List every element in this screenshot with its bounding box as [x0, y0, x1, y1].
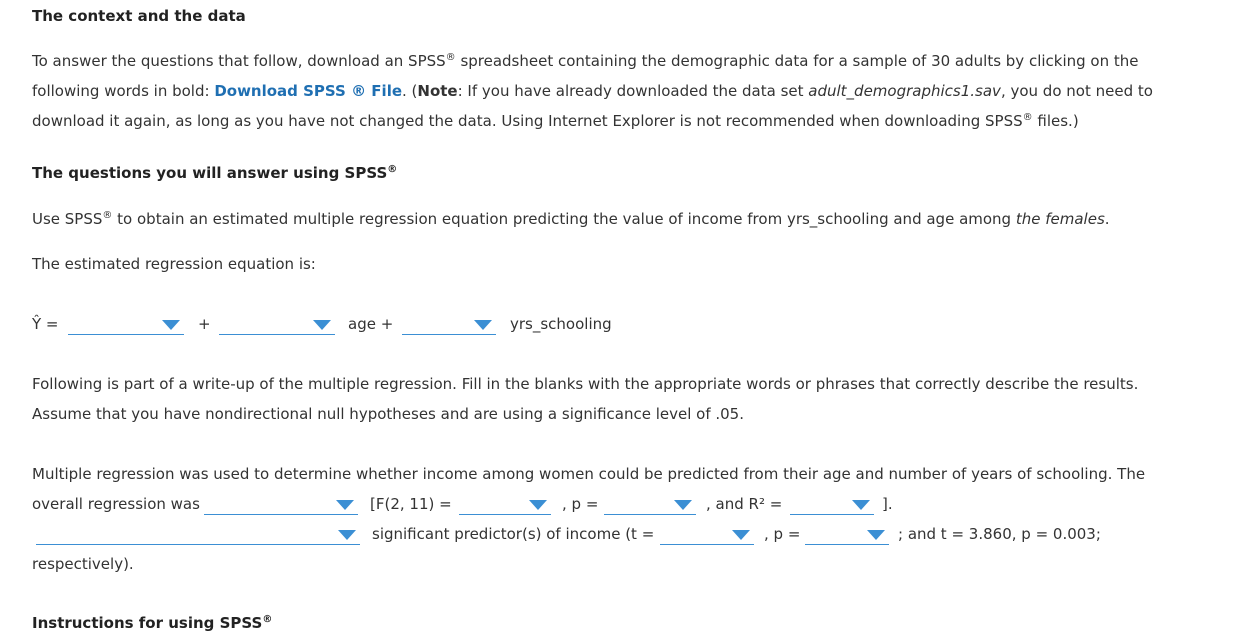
- chevron-down-icon: [338, 530, 356, 540]
- f-statistic-label: [F(2, 11) =: [370, 495, 452, 513]
- context-paragraph-line-3: download it again, as long as you have not changed the data. Using Internet Explorer is not recommended when downloading SPSS® files.): [32, 112, 1079, 130]
- p-label: , p =: [562, 495, 599, 513]
- respectively-text: respectively).: [32, 555, 134, 573]
- r-squared-label: , and R² =: [706, 495, 783, 513]
- f-value-dropdown[interactable]: [459, 492, 551, 515]
- chevron-down-icon: [162, 320, 180, 330]
- y-hat-label: Ŷ =: [32, 315, 59, 333]
- chevron-down-icon: [336, 500, 354, 510]
- chevron-down-icon: [474, 320, 492, 330]
- question-instruction: Use SPSS® to obtain an estimated multiple regression equation predicting the value of income from yrs_schooling and age among the females.: [32, 210, 1110, 228]
- t-value-dropdown[interactable]: [660, 522, 754, 545]
- significant-predictors-label: significant predictor(s) of income (t =: [372, 525, 655, 543]
- p-value-dropdown[interactable]: [604, 492, 696, 515]
- dataset-filename: adult_demographics1.sav: [808, 82, 1001, 100]
- writeup-text-line-1: Multiple regression was used to determine whether income among women could be predicted from their age and number of years of schooling. The: [32, 465, 1146, 483]
- section-heading-context: The context and the data: [32, 7, 246, 25]
- chevron-down-icon: [529, 500, 547, 510]
- overall-significance-dropdown[interactable]: [204, 492, 358, 515]
- significant-predictors-dropdown[interactable]: [36, 522, 360, 545]
- close-bracket: ].: [882, 495, 893, 513]
- writeup-intro-line-2: Assume that you have nondirectional null hypotheses and are using a significance level of .05.: [32, 405, 744, 423]
- yrs-schooling-label: yrs_schooling: [510, 315, 612, 333]
- section-heading-instructions: Instructions for using SPSS®: [32, 614, 273, 632]
- overall-regression-label: overall regression was: [32, 495, 200, 513]
- context-paragraph-line-2: following words in bold: Download SPSS ® File. (Note: If you have already downloaded the data set adult_demographics1.sav, you do not need to: [32, 82, 1153, 100]
- r-squared-dropdown[interactable]: [790, 492, 874, 515]
- p-label-2: , p =: [764, 525, 801, 543]
- equation-intro: The estimated regression equation is:: [32, 255, 316, 273]
- t-tail-text: ; and t = 3.860, p = 0.003;: [898, 525, 1101, 543]
- context-paragraph-line-1: To answer the questions that follow, download an SPSS® spreadsheet containing the demographic data for a sample of 30 adults by clicking on the: [32, 52, 1139, 70]
- intercept-dropdown[interactable]: [68, 312, 184, 335]
- download-spss-file-link[interactable]: Download SPSS ® File: [214, 82, 403, 100]
- chevron-down-icon: [313, 320, 331, 330]
- chevron-down-icon: [732, 530, 750, 540]
- plus-sign: +: [198, 315, 211, 333]
- section-heading-questions: The questions you will answer using SPSS®: [32, 164, 398, 182]
- writeup-intro-line-1: Following is part of a write-up of the multiple regression. Fill in the blanks with the appropriate words or phrases that correctly describe the results.: [32, 375, 1139, 393]
- age-label: age +: [348, 315, 394, 333]
- chevron-down-icon: [674, 500, 692, 510]
- age-coefficient-dropdown[interactable]: [219, 312, 335, 335]
- yrs-schooling-coefficient-dropdown[interactable]: [402, 312, 496, 335]
- chevron-down-icon: [852, 500, 870, 510]
- chevron-down-icon: [867, 530, 885, 540]
- predictor-p-value-dropdown[interactable]: [805, 522, 889, 545]
